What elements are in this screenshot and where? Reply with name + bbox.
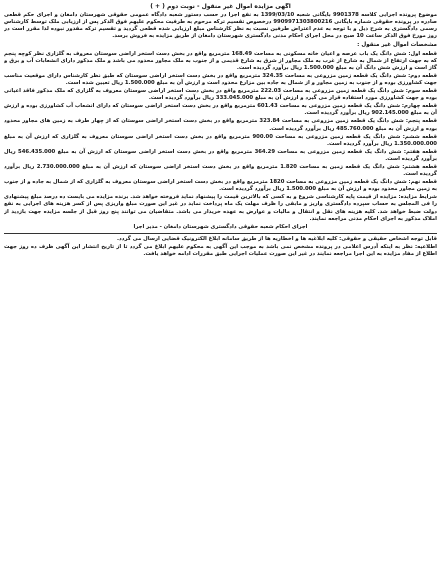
property-item: قطعه دوم: شش دانگ یک قطعه زمین مزروعی به مساحت 324.35 مترمربع واقع در بخش دست استخر اراضی سوستان که طبق نظر کارشناس دارای موقعیت مناسب جهت کشاورزی بوده و از جنوب به زمین مجاور و از شمال به جاده بین مزارع محدود است و ارزش آن به مبلغ 1.500.000 ریال تعیین شده است.	[4, 72, 437, 86]
property-item: قطعه نهم: شش دانگ یک قطعه زمین مزروعی به مساحت 1820 مترمربع واقع در بخش دست استخر اراضی سوستان معروف به گلزاری که از شمال به جاده و از جنوب به زمین مجاور محدود بوده و ارزش آن به مبلغ 1.500.000 ریال برآورد گردیده است.	[4, 179, 437, 193]
property-item: قطعه هشتم: شش دانگ یک قطعه زمین به مساحت 1.820 مترمربع واقع در بخش دست استخر اراضی سوستان که ارزش آن به مبلغ 2.730.000.000 ریال برآورد گردیده است.	[4, 163, 437, 178]
section-header: مشخصات اموال غیر منقول :	[357, 42, 437, 49]
notice-page	[4, 3, 437, 573]
intro-paragraph: موضوع پرونده اجرایی کلاسه 9901378 بایگانی شعبه 1399/03/10 به نفع اجرا در حسب دستور شعبه دادگاه عمومی حقوقی شهرستان دامغان و اجرای حکم قطعی صادره در پرونده حقوقی شماره بایگانی 9909971303800216 درخصوص تقسیم ترکه مرحوم به طرفیت محکوم علیهم فوق الذکر پس از ارزیابی ملک توسط کارشناس رسمی دادگستری به شرح ذیل و با توجه به عدم اعتراض طرفین نسبت به نظر کارشناس مبلغ ارزیابی شده قطعی گردید و تقسیم ترکه مقدور نبوده لذا مقرر است در روز مورخ فوق الذکر ساعت 10 صبح در محل اجرای احکام مدنی دادگستری شهرستان دامغان از طریق مزایده به فروش برسد.	[4, 12, 437, 40]
property-item: قطعه ششم: شش دانگ یک قطعه زمین مزروعی به مساحت 900.00 مترمربع واقع در بخش دست استخر اراضی سوستان معروف به گلزاری که ارزش آن به مبلغ 1.350.000.000 ریال برآورد گردیده است.	[4, 133, 437, 147]
footer-signature: اجرای احکام شعبه حقوقی دادگستری شهرستان دامغان - مدیر اجرا	[133, 223, 308, 230]
divider	[4, 233, 437, 234]
notice-paragraph: قابل توجه اشخاص حقیقی و حقوقی: کلیه ابلاغیه ها و اخطاریه ها از طریق سامانه ابلاغ الکترونیک قضایی ارسال می گردد.	[117, 235, 437, 242]
property-item: قطعه پنجم: شش دانگ یک قطعه زمین مزروعی به مساحت 323.84 مترمربع واقع در بخش دست استخر اراضی سوستان که از چهار طرف به زمین های مجاور محدود بوده و ارزش آن به مبلغ 485.760.000 ریال برآورد گردیده است.	[4, 118, 437, 132]
property-item: قطعه سوم: شش دانگ یک قطعه زمین مزروعی به مساحت 222.03 مترمربع واقع در بخش دست استخر اراضی سوستان معروف به گلزاری که ملک مذکور فاقد اعیانی بوده و جهت کشاورزی مورد استفاده قرار می گیرد و ارزش آن به مبلغ 333.045.000 ریال برآورد گردیده است.	[4, 88, 437, 102]
notice-paragraph: اطلاعیه: نظر به اینکه آدرس اعلامی در پرونده مشخص نمی باشد به موجب این آگهی به محکوم علیهم ابلاغ می گردد تا از تاریخ انتشار این آگهی ظرف ده روز جهت اطلاع از مفاد مزایده به این اجرا مراجعه نمایند در غیر این صورت عملیات اجرایی طبق مقررات ادامه خواهد یافت.	[4, 243, 437, 257]
property-item: قطعه اول: شش دانگ یک باب عرصه و اعیان خانه مسکونی به مساحت 168.49 مترمربع واقع در بخش دست استخر اراضی سوستان معروف به گلزاری نظر کوچه پنجم که به جهت ارتفاع از شمال به شارع از غرب به ملک مجاور از شرق به شارع قدیمی و از جنوب به ملک مجاور محدود می باشد و ملک مذکور دارای انشعابات آب و برق و گاز است و ارزش شش دانگ آن به مبلغ 1.500.000 ریال برآورد گردیده است.	[4, 50, 437, 71]
property-item: قطعه چهارم: شش دانگ یک قطعه زمین مزروعی به مساحت 601.43 مترمربع واقع در بخش دست استخر اراضی سوستان که دارای انشعاب آب کشاورزی بوده و ارزش آن به مبلغ 902.145.000 ریال برآورد گردیده است.	[4, 103, 437, 117]
auction-terms: شرایط مزایده: مزایده از قیمت پایه کارشناسی شروع و به کسی که بالاترین قیمت را پیشنهاد نماید فروخته خواهد شد. برنده مزایده می بایست ده درصد مبلغ پیشنهادی را فی المجلس به حساب سپرده دادگستری واریز و مابقی را ظرف مهلت یک ماه پرداخت نماید در غیر این صورت مبلغ واریزی پس از کسر هزینه های اجرایی به نفع دولت ضبط خواهد شد. کلیه هزینه های نقل و انتقال و مالیات و عوارض به عهده خریدار می باشد. متقاضیان می توانند پنج روز قبل از جلسه مزایده جهت بازدید از املاک مذکور به اجرای احکام مدنی مراجعه نمایند.	[4, 194, 437, 222]
property-item: قطعه هفتم: شش دانگ یک قطعه زمین مزروعی به مساحت 364.29 مترمربع واقع در بخش دست استخر اراضی سوستان که ارزش آن به مبلغ 546.435.000 ریال برآورد گردیده است.	[4, 148, 437, 162]
page-title: آگهی مزایده اموال غیر منقول - نوبت دوم ( + )	[150, 3, 291, 10]
